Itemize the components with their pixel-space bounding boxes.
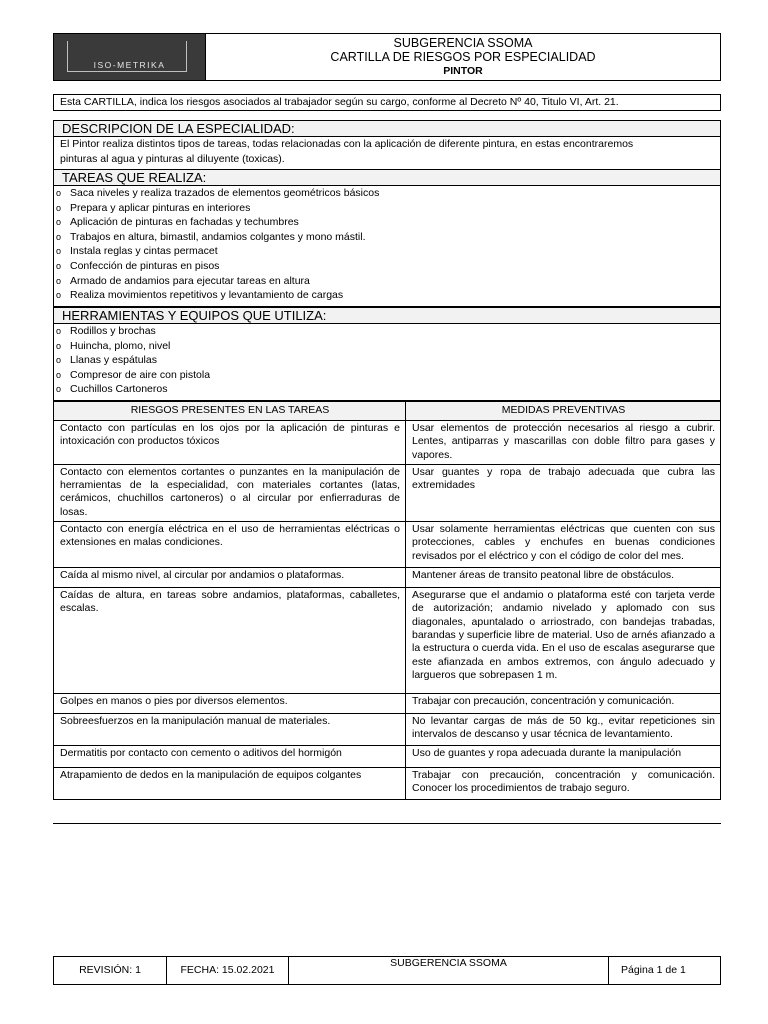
header-title [206,36,720,78]
section-descripcion [53,120,721,170]
list-item: o Realiza movimientos repetitivos y levantamiento de cargas [54,288,720,303]
herramientas-list [54,324,720,397]
list-item: o Instala reglas y cintas permacet [54,244,720,259]
list-item: o Trabajos en altura, bimastil, andamios colgantes y mono mástil. [54,230,720,245]
medida-cell: No levantar cargas de más de 50 kg., evitar repeticiones sin intervalos de descanso y usar técnica de levantamiento. [406,714,721,746]
riesgo-cell: Dermatitis por contacto con cemento o aditivos del hormigón [54,746,406,768]
table-row [54,694,721,714]
table-row [54,421,721,465]
section-herramientas [53,307,721,401]
list-item: o Prepara y aplicar pinturas en interiores [54,201,720,216]
list-item: o Cuchillos Cartoneros [54,382,720,397]
section-tareas [53,169,721,307]
list-item: o Armado de andamios para ejecutar tareas en altura [54,274,720,289]
riesgo-cell: Contacto con partículas en los ojos por la aplicación de pinturas e intoxicación con productos tóxicos [54,421,406,465]
riesgo-cell: Sobreesfuerzos en la manipulación manual de materiales. [54,714,406,746]
header-title-line1: SUBGERENCIA SSOMA [393,36,533,50]
medida-cell: Trabajar con precaución, concentración y comunicación. [406,694,721,714]
riesgo-cell: Atrapamiento de dedos en la manipulación de equipos colgantes [54,768,406,800]
riesgos-table [53,401,721,800]
footer-revision: REVISIÓN: 1 [54,957,167,984]
list-item: o Rodillos y brochas [54,324,720,339]
section-heading: HERRAMIENTAS Y EQUIPOS QUE UTILIZA: [54,308,720,324]
medida-cell: Mantener áreas de transito peatonal libre de obstáculos. [406,568,721,588]
riesgo-cell: Contacto con energía eléctrica en el uso de herramientas eléctricas o extensiones en malas condiciones. [54,522,406,568]
list-item: o Confección de pinturas en pisos [54,259,720,274]
footer-page-number: Página 1 de 1 [621,964,686,976]
table-row [54,768,721,800]
column-header-riesgos: RIESGOS PRESENTES EN LAS TAREAS [54,402,406,421]
description-line: pinturas al agua y pinturas al diluyente (toxicas). [60,152,285,165]
list-item: o Llanas y espátulas [54,353,720,368]
riesgo-cell: Caída al mismo nivel, al circular por andamios o plataformas. [54,568,406,588]
document-footer [53,956,721,985]
riesgo-cell: Caídas de altura, en tareas sobre andamios, plataformas, caballetes, escalas. [54,588,406,694]
header-title-line2: CARTILLA DE RIESGOS POR ESPECIALIDAD [330,50,596,64]
list-item: o Aplicación de pinturas en fachadas y techumbres [54,215,720,230]
list-item: o Saca niveles y realiza trazados de elementos geométricos básicos [54,186,720,201]
table-row [54,464,721,521]
riesgo-cell: Golpes en manos o pies por diversos elementos. [54,694,406,714]
table-row [54,522,721,568]
medida-cell: Asegurarse que el andamio o plataforma esté con tarjeta verde de autorización; andamio nivelado y aplomado con sus diagonales, apuntalado o arriostrado, con bandejas trabadas, barandas y superficie libre de material. Uso de arnés afianzado a la estructura o cuerda vida. En el uso de escalas asegurarse que este afianzada en ambos extremos, con ángulo adecuado y largueros que sobrepasen 1 m. [406,588,721,694]
medida-cell: Usar guantes y ropa de trabajo adecuada que cubra las extremidades [406,464,721,521]
medida-cell: Usar elementos de protección necesarios al riesgo a cubrir. Lentes, antiparras y mascarillas con doble filtro para gases y vapores. [406,421,721,465]
riesgo-cell: Contacto con elementos cortantes o punzantes en la manipulación de herramientas de la especialidad, con materiales cortantes (latas, cerámicos, chuchillos cartoneros) o al circular por enfierraduras de losas. [54,464,406,521]
column-header-medidas: MEDIDAS PREVENTIVAS [406,402,721,421]
header-title-line3: PINTOR [443,65,483,77]
list-item: o Huincha, plomo, nivel [54,339,720,354]
tareas-list [54,186,720,303]
table-row [54,746,721,768]
section-heading: DESCRIPCION DE LA ESPECIALIDAD: [54,121,720,137]
medida-cell: Usar solamente herramientas eléctricas que cuenten con sus protecciones, cables y enchufes en buenas condiciones revisados por el eléctrico y con el código de color del mes. [406,522,721,568]
footer-subgerencia: SUBGERENCIA SSOMA [289,957,609,984]
description-line: El Pintor realiza distintos tipos de tareas, todas relacionadas con la aplicación de diferente pintura, en estas encontraremos [60,138,634,150]
table-row [54,568,721,588]
section-heading: TAREAS QUE REALIZA: [54,170,720,186]
divider [53,823,721,824]
document-header [53,33,721,81]
table-row [54,588,721,694]
medida-cell: Trabajar con precaución, concentración y comunicación. Conocer los procedimientos de trabajo seguro. [406,768,721,800]
list-item: o Compresor de aire con pistola [54,368,720,383]
footer-date: FECHA: 15.02.2021 [167,957,289,984]
intro-statement: Esta CARTILLA, indica los riesgos asociados al trabajador según su cargo, conforme al Decreto Nº 40, Titulo VI, Art. 21. [53,94,721,111]
logo-text: ISO-METRIKA [93,60,166,70]
table-header-row [54,402,721,421]
section-text [54,137,720,166]
medida-cell: Uso de guantes y ropa adecuada durante la manipulación [406,746,721,768]
table-row [54,714,721,746]
company-logo [54,34,206,80]
